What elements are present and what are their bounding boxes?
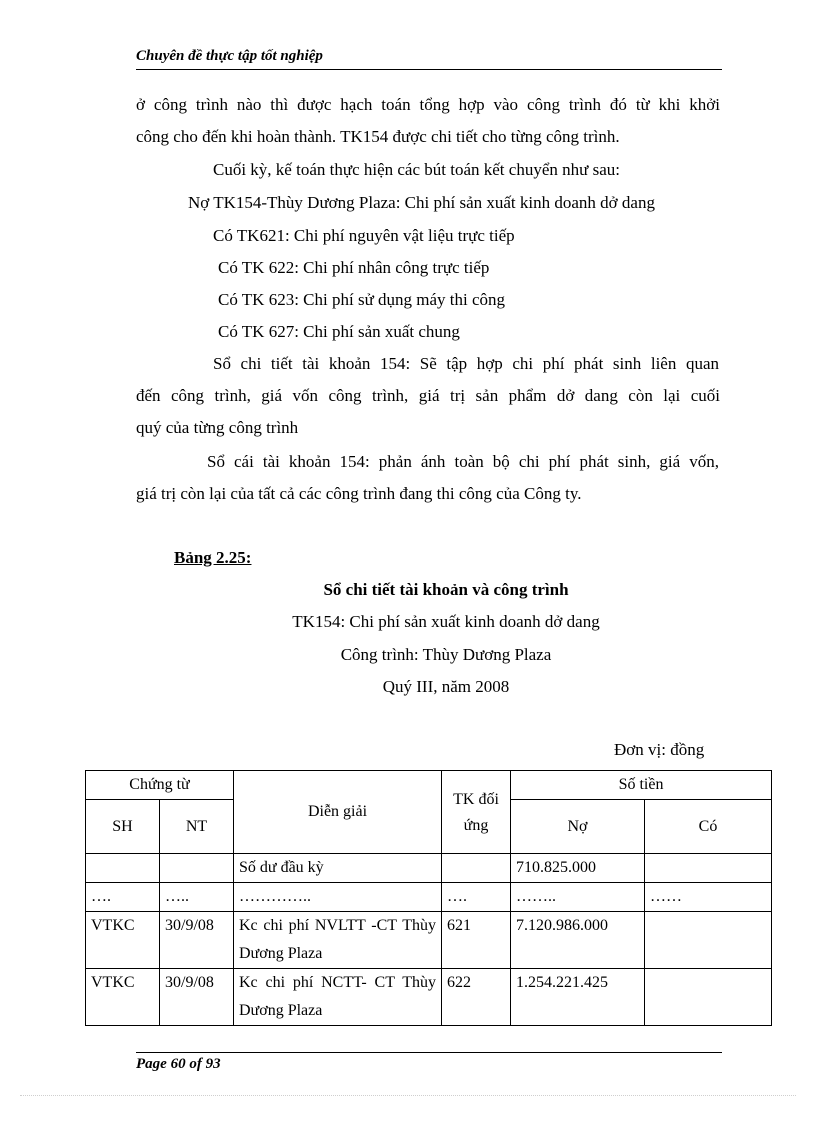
cell-co	[645, 969, 772, 1026]
cell-dien-giai: Kc chi phí NCTT- CT Thùy Dương Plaza	[234, 969, 442, 1026]
table-row	[86, 969, 772, 1026]
paragraph-line: đến công trình, giá vốn công trình, giá trị sản phẩm dở dang còn lại cuối	[136, 386, 720, 405]
cell-co	[645, 912, 772, 969]
header-sh: SH	[86, 800, 160, 854]
table-row	[86, 912, 772, 969]
table-label: Bảng 2.25:	[174, 548, 252, 567]
cell-no: 710.825.000	[511, 854, 645, 883]
cell-sh: ….	[86, 883, 160, 912]
header-no: Nợ	[511, 800, 645, 854]
entry-credit: Có TK 623: Chi phí sử dụng máy thi công	[218, 290, 506, 309]
entry-credit: Có TK 622: Chi phí nhân công trực tiếp	[218, 258, 490, 277]
entry-credit: Có TK 627: Chi phí sản xuất chung	[218, 322, 460, 341]
cell-no: ……..	[511, 883, 645, 912]
cell-nt: 30/9/08	[160, 912, 234, 969]
cell-tk	[442, 854, 511, 883]
cell-tk: 622	[442, 969, 511, 1026]
header-tk-doi-ung: TK đối ứng	[442, 771, 511, 854]
header-rule	[136, 69, 722, 70]
page-edge-divider	[20, 1095, 796, 1096]
paragraph-line: giá trị còn lại của tất cả các công trình đang thi công của Công ty.	[136, 484, 582, 503]
table-subtitle: Quý III, năm 2008	[382, 677, 510, 696]
header-co: Có	[645, 800, 772, 854]
header-so-tien: Số tiền	[511, 771, 772, 800]
table-subtitle: TK154: Chi phí sản xuất kinh doanh dở dang	[292, 612, 600, 631]
paragraph-line: Sổ cái tài khoản 154: phản ánh toàn bộ chi phí phát sinh, giá vốn,	[207, 452, 719, 471]
entry-debit: Nợ TK154-Thùy Dương Plaza: Chi phí sản xuất kinh doanh dở dang	[188, 193, 655, 212]
table-title: Sổ chi tiết tài khoản và công trình	[323, 580, 569, 599]
cell-tk: 621	[442, 912, 511, 969]
entry-credit: Có TK621: Chi phí nguyên vật liệu trực tiếp	[213, 226, 515, 245]
paragraph-line: Cuối kỳ, kế toán thực hiện các bút toán kết chuyển như sau:	[213, 160, 620, 179]
cell-dien-giai: Kc chi phí NVLTT -CT Thùy Dương Plaza	[234, 912, 442, 969]
cell-nt: …..	[160, 883, 234, 912]
header-chung-tu: Chứng từ	[86, 771, 234, 800]
paragraph-line: quý của từng công trình	[136, 418, 299, 437]
cell-co	[645, 854, 772, 883]
cell-no: 7.120.986.000	[511, 912, 645, 969]
cell-no: 1.254.221.425	[511, 969, 645, 1026]
footer-rule	[136, 1052, 722, 1053]
cell-co: ……	[645, 883, 772, 912]
page-header-title: Chuyên đề thực tập tốt nghiệp	[136, 48, 323, 64]
cell-sh	[86, 854, 160, 883]
cell-dien-giai: Số dư đầu kỳ	[234, 854, 442, 883]
table-row	[86, 854, 772, 883]
cell-dien-giai: …………..	[234, 883, 442, 912]
unit-label: Đơn vị: đồng	[614, 740, 705, 759]
cell-sh: VTKC	[86, 969, 160, 1026]
table-row	[86, 883, 772, 912]
paragraph-line: công cho đến khi hoàn thành. TK154 được chi tiết cho từng công trình.	[136, 127, 620, 146]
cell-nt	[160, 854, 234, 883]
paragraph-line: ở công trình nào thì được hạch toán tổng hợp vào công trình đó từ khi khởi	[136, 95, 720, 114]
cell-sh: VTKC	[86, 912, 160, 969]
page-number: Page 60 of 93	[136, 1056, 221, 1072]
paragraph-line: Sổ chi tiết tài khoản 154: Sẽ tập hợp chi phí phát sinh liên quan	[213, 354, 719, 373]
table-subtitle: Công trình: Thùy Dương Plaza	[340, 645, 552, 664]
cell-nt: 30/9/08	[160, 969, 234, 1026]
ledger-table	[85, 770, 772, 1026]
header-dien-giai: Diễn giải	[234, 771, 442, 854]
header-nt: NT	[160, 800, 234, 854]
cell-tk: ….	[442, 883, 511, 912]
